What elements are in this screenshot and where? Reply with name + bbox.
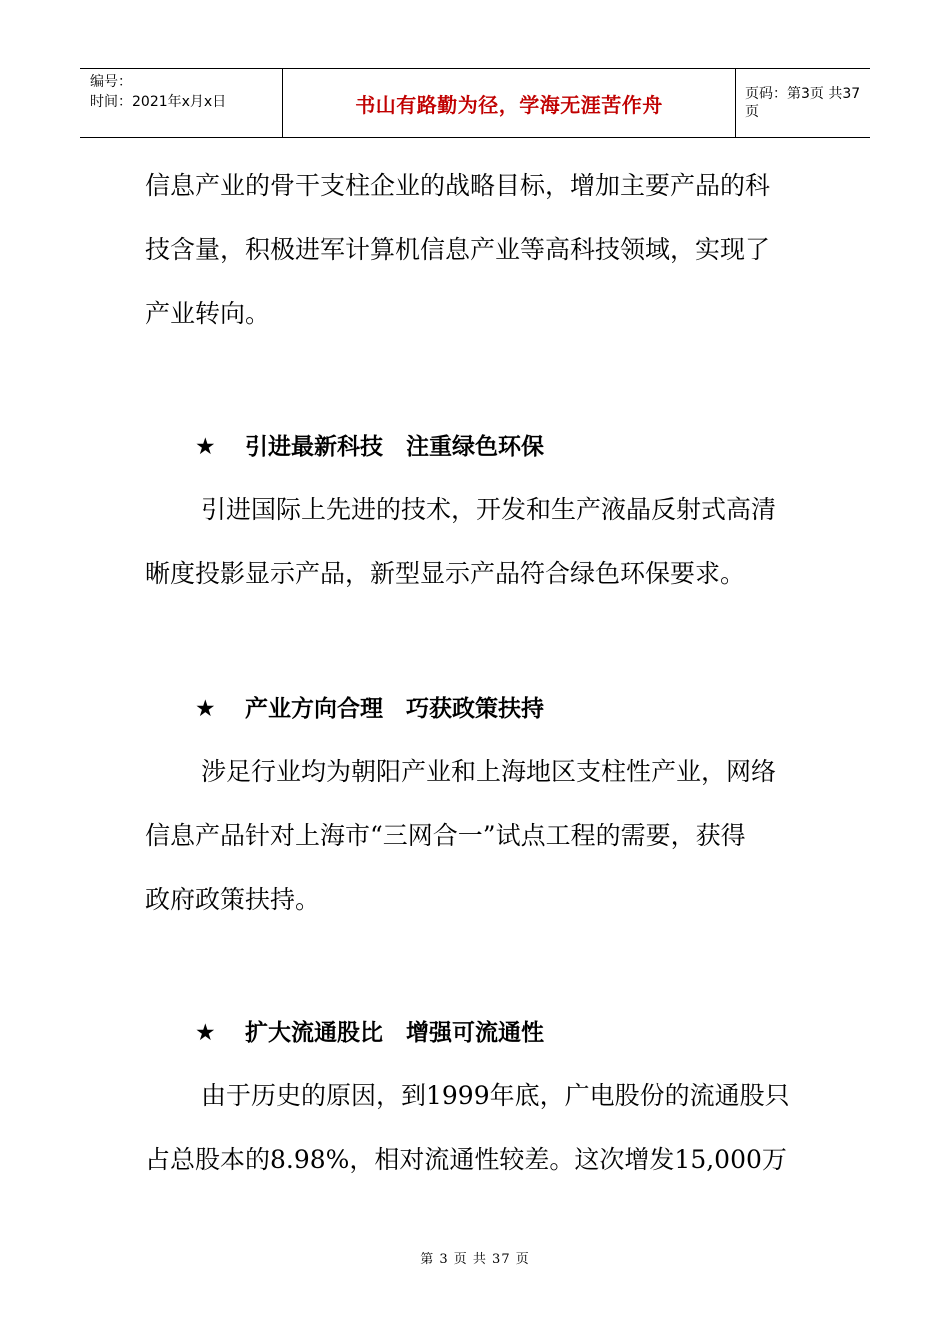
text-line: 由于历史的原因，到1999年底，广电股份的流通股只 <box>201 1081 790 1110</box>
text-line: 引进国际上先进的技术，开发和生产液晶反射式高清 <box>201 495 777 524</box>
page-header <box>80 68 870 138</box>
star-icon: ★ <box>195 696 216 722</box>
section-title: 产业方向合理 巧获政策扶持 <box>245 696 544 722</box>
number-label: 编号： <box>90 74 132 90</box>
page-footer: 第 3 页 共 37 页 <box>420 1252 530 1267</box>
header-page-info: 页码：第3页 共37页 <box>745 86 861 120</box>
text-line: 政府政策扶持。 <box>145 885 321 914</box>
text-line: 产业转向。 <box>145 299 271 328</box>
text-line: 涉足行业均为朝阳产业和上海地区支柱性产业，网络 <box>201 757 777 786</box>
section-heading-3 <box>195 1014 544 1047</box>
motto-text: 书山有路勤为径，学海无涯苦作舟 <box>355 92 663 117</box>
header-meta-cell <box>80 69 282 137</box>
section-heading-1 <box>195 428 544 461</box>
header-page-cell <box>735 69 870 137</box>
text-line: 信息产品针对上海市“三网合一”试点工程的需要，获得 <box>145 821 746 850</box>
paragraph-section-2 <box>145 740 810 932</box>
paragraph-section-1 <box>145 478 810 606</box>
star-icon: ★ <box>195 1020 216 1046</box>
text-line: 晰度投影显示产品，新型显示产品符合绿色环保要求。 <box>145 559 746 588</box>
text-line: 信息产业的骨干支柱企业的战略目标，增加主要产品的科 <box>145 171 771 200</box>
section-title: 扩大流通股比 增强可流通性 <box>245 1020 544 1046</box>
text-line: 占总股本的8.98%，相对流通性较差。这次增发15,000万 <box>145 1145 787 1174</box>
section-title: 引进最新科技 注重绿色环保 <box>245 434 544 460</box>
header-motto-cell <box>282 69 736 137</box>
paragraph-intro <box>145 154 810 346</box>
section-heading-2 <box>195 690 544 723</box>
time-label: 时间：2021年x月x日 <box>90 94 227 110</box>
paragraph-section-3 <box>145 1064 810 1192</box>
star-icon: ★ <box>195 434 216 460</box>
text-line: 技含量，积极进军计算机信息产业等高科技领域，实现了 <box>145 235 771 264</box>
